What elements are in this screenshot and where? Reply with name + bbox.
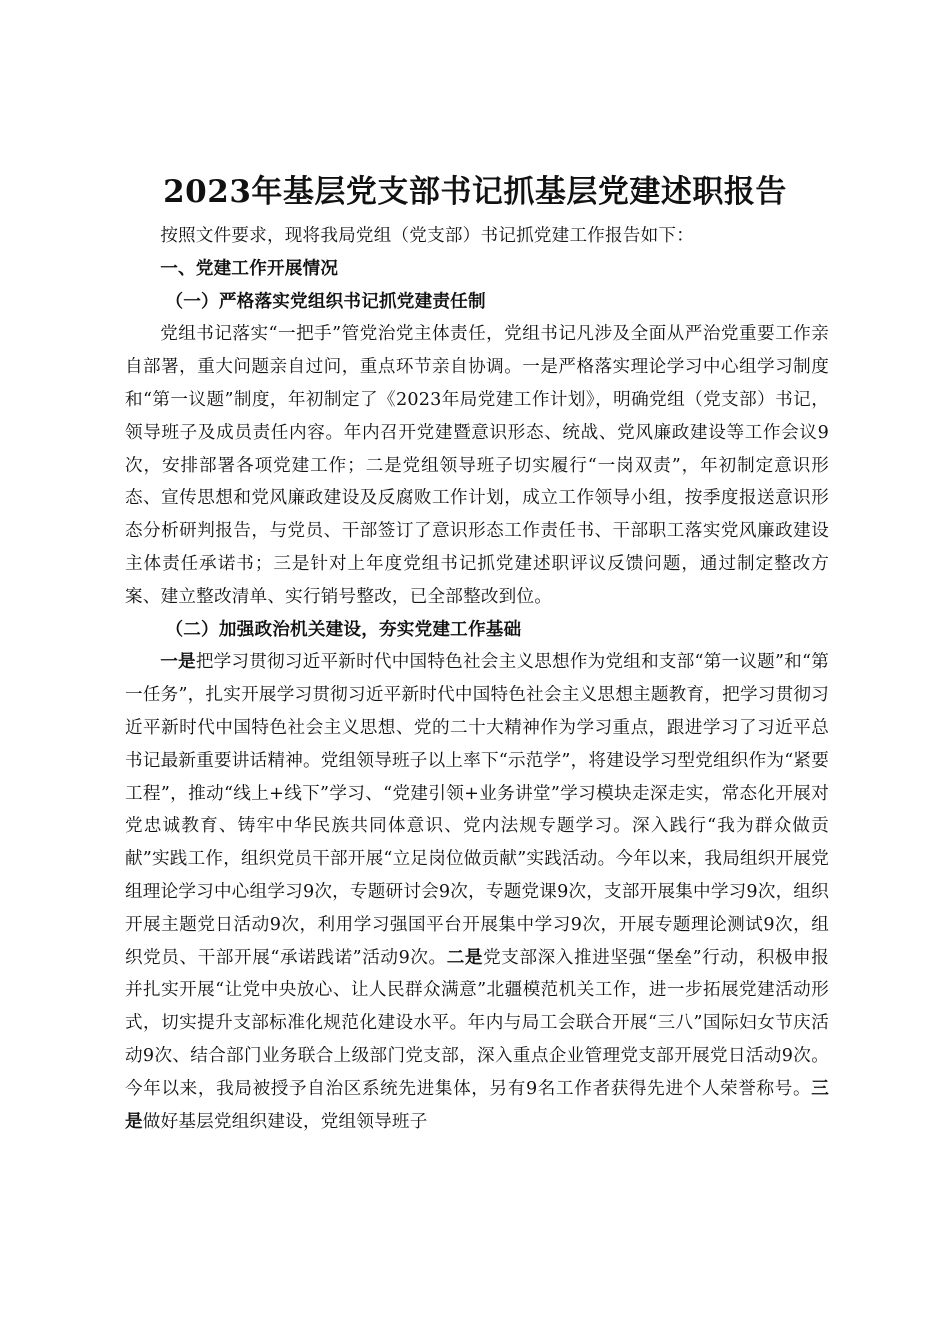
point-three-lead: 三是 [125,1077,829,1132]
document-title: 2023年基层党支部书记抓基层党建述职报告 [163,174,787,210]
point-two-lead: 二是 [446,946,484,968]
subsection-1-paragraph: 党组书记落实“一把手”管党治党主体责任，党组书记凡涉及全面从严治党重要工作亲自部署，重大问题亲自过问，重点环节亲自协调。一是严格落实理论学习中心组学习制度和“第一议题”制度，年初制定了《2023年局党建工作计划》，明确党组（党支部）书记，领导班子及成员责任内容。年内召开党建暨意识形态、统战、党风廉政建设等工作会议9次，安排部署各项党建工作；二是党组领导班子切实履行“一岗双责”，年初制定意识形态、宣传思想和党风廉政建设及反腐败工作计划，成立工作领导小组，按季度报送意识形态分析研判报告，与党员、干部签订了意识形态工作责任书、干部职工落实党风廉政建设主体责任承诺书；三是针对上年度党组书记抓党建述职评议反馈问题，通过制定整改方案、建立整改清单、实行销号整改，已全部整改到位。 [125,324,829,607]
point-one-text: 把学习贯彻习近平新时代中国特色社会主义思想作为党组和支部“第一议题”和“第一任务”，扎实开展学习贯彻习近平新时代中国特色社会主义思想主题教育，把学习贯彻习近平新时代中国特色社会主义思想、党的二十大精神作为学习重点，跟进学习了习近平总书记最新重要讲话精神。党组领导班子以上率下“示范学”，将建设学习型党组织作为“紧要工程”，推动“线上+线下”学习、“党建引领+业务讲堂”学习模块走深走实，常态化开展对党忠诚教育、铸牢中华民族共同体意识、党内法规专题学习。深入践行“我为群众做贡献”实践工作，组织党员干部开展“立足岗位做贡献”实践活动。今年以来，我局组织开展党组理论学习中心组学习9次，专题研讨会9次，专题党课9次，支部开展集中学习9次，组织开展主题党日活动9次，利用学习强国平台开展集中学习9次，开展专题理论测试9次，组织党员、干部开展“承诺践诺”活动9次。 [125,652,829,968]
subsection-heading-1: （一）严格落实党组织书记抓党建责任制 [165,290,486,312]
point-two-text: 党支部深入推进坚强“堡垒”行动，积极申报并扎实开展“让党中央放心、让人民群众满意”北疆模范机关工作，进一步拓展党建活动形式，切实提升支部标准化规范化建设水平。年内与局工会联合开展“三八”国际妇女节庆活动9次、结合部门业务联合上级部门党支部，深入重点企业管理党支部开展党日活动9次。今年以来，我局被授予自治区系统先进集体，另有9名工作者获得先进个人荣誉称号。 [125,947,830,1099]
point-one-lead: 一是 [160,651,196,673]
section-heading-1: 一、党建工作开展情况 [160,257,339,279]
subsection-heading-2: （二）加强政治机关建设，夯实党建工作基础 [165,618,522,640]
point-three-text: 做好基层党组织建设，党组领导班子 [142,1111,428,1132]
document-body [125,220,829,1138]
intro-paragraph: 按照文件要求，现将我局党组（党支部）书记抓党建工作报告如下： [160,226,695,246]
subsection-2-paragraph [125,646,829,1138]
